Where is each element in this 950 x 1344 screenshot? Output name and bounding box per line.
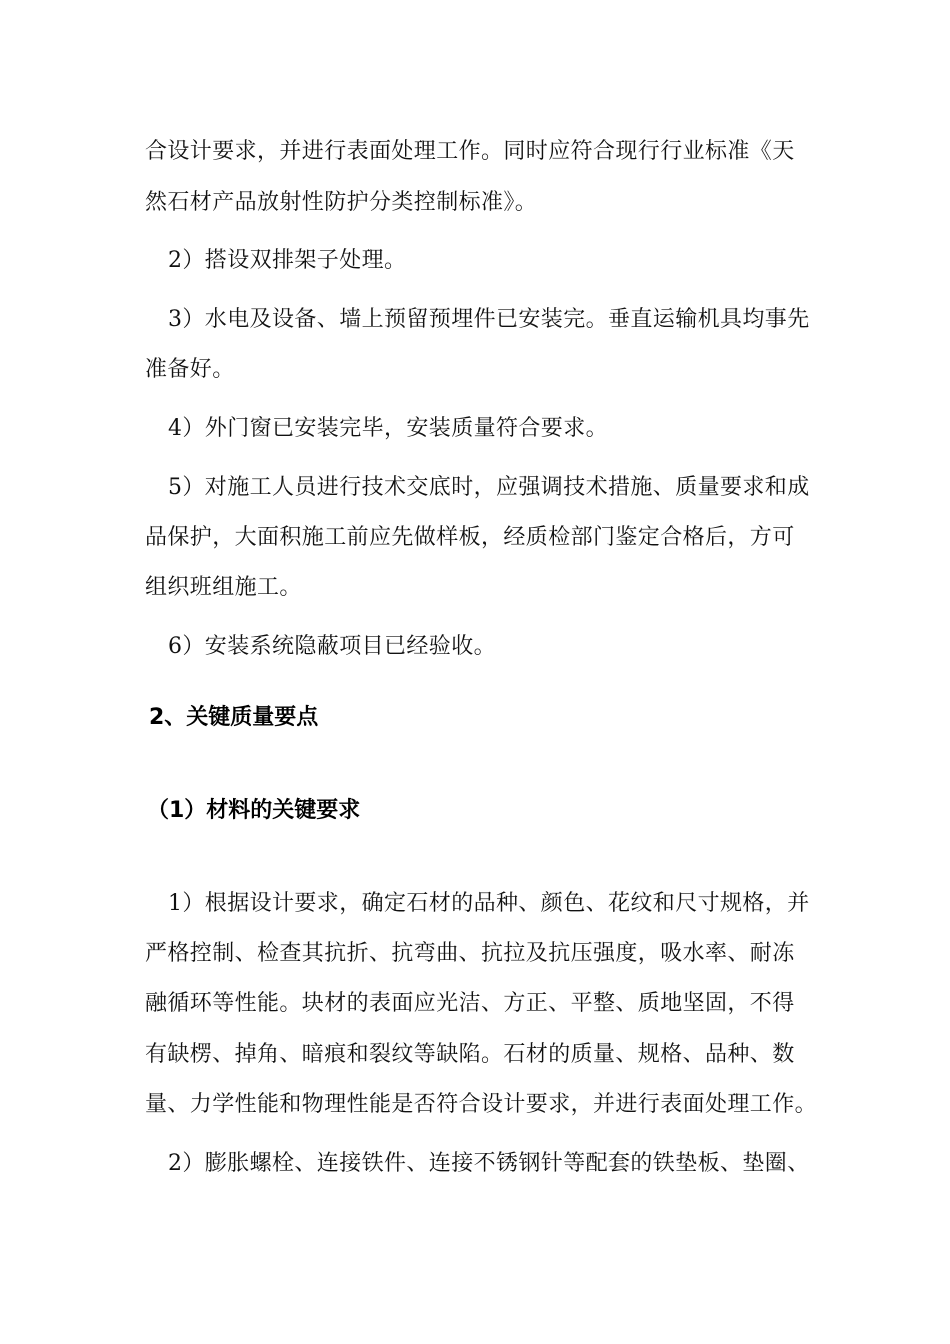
- paragraph-line: 合设计要求，并进行表面处理工作。同时应符合现行行业标准《天: [145, 139, 795, 164]
- paragraph-line: 3）水电及设备、墙上预留预埋件已安装完。垂直运输机具均事先: [168, 307, 810, 332]
- paragraph-line: 有缺楞、掉角、暗痕和裂纹等缺陷。石材的质量、规格、品种、数: [145, 1042, 795, 1067]
- section-heading: 2、关键质量要点: [149, 705, 319, 730]
- subsection-heading: （1）材料的关键要求: [147, 798, 361, 823]
- paragraph-line: 品保护，大面积施工前应先做样板，经质检部门鉴定合格后，方可: [145, 525, 795, 550]
- paragraph-line: 融循环等性能。块材的表面应光洁、方正、平整、质地坚固，不得: [145, 991, 795, 1016]
- paragraph-line: 4）外门窗已安装完毕，安装质量符合要求。: [168, 416, 608, 441]
- paragraph-line: 组织班组施工。: [145, 575, 302, 600]
- paragraph-line: 量、力学性能和物理性能是否符合设计要求，并进行表面处理工作。: [145, 1092, 818, 1117]
- paragraph-line: 然石材产品放射性防护分类控制标准》。: [145, 190, 538, 215]
- paragraph-line: 准备好。: [145, 357, 235, 382]
- paragraph-line: 严格控制、检查其抗折、抗弯曲、抗拉及抗压强度，吸水率、耐冻: [145, 941, 795, 966]
- paragraph-line: 5）对施工人员进行技术交底时，应强调技术措施、质量要求和成: [168, 475, 810, 500]
- paragraph-line: 6）安装系统隐蔽项目已经验收。: [168, 634, 496, 659]
- paragraph-line: 2）搭设双排架子处理。: [168, 248, 407, 273]
- paragraph-line: 1）根据设计要求，确定石材的品种、颜色、花纹和尺寸规格，并: [168, 891, 810, 916]
- paragraph-line: 2）膨胀螺栓、连接铁件、连接不锈钢针等配套的铁垫板、垫圈、: [168, 1151, 810, 1176]
